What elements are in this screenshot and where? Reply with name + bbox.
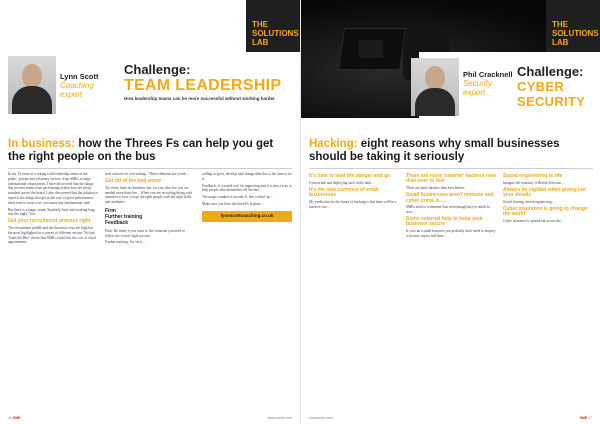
headline-highlight: Hacking: bbox=[309, 138, 358, 150]
expert-role-2: expert bbox=[463, 88, 486, 97]
section-heading: Cyber insurance is going to change the world bbox=[503, 205, 588, 218]
solutions-lab-badge: THE SOLUTIONS LAB bbox=[546, 0, 600, 52]
section-heading: Social engineering is rife bbox=[503, 173, 563, 179]
expert-caption bbox=[463, 70, 513, 97]
section-heading: Always be vigilant when giving out your details bbox=[503, 186, 586, 199]
divider bbox=[309, 168, 593, 169]
expert-portrait bbox=[411, 58, 459, 116]
section-heading: Some external help to keep your business secure bbox=[406, 216, 483, 228]
paragraph: Cybercrime and deploying such in the dark... bbox=[309, 180, 374, 185]
page-number: 46 bbox=[8, 416, 12, 420]
challenge-subtitle: How leadership teams can be more successful without working harder bbox=[124, 96, 275, 101]
paragraph: But there is a magic wand. Similarly, luck and working long into the night. You... bbox=[8, 207, 95, 217]
expert-name: Phil Cracknell bbox=[463, 70, 513, 79]
paragraph: My prediction for the future of hacking is that there will be a massive rise... bbox=[309, 200, 397, 209]
expert-name: Lynn Scott bbox=[60, 72, 99, 81]
column-1 bbox=[309, 172, 399, 397]
article-headline bbox=[8, 138, 292, 164]
list-item: Firm bbox=[105, 207, 116, 214]
paragraph: willing to grow, develop and change then this is the time to do it. bbox=[202, 172, 292, 181]
paragraph: staff turnover in a recruiting... Three elements are worth ... bbox=[105, 172, 190, 176]
list-item: Further training bbox=[105, 213, 143, 220]
article-columns bbox=[8, 172, 292, 397]
section-heading: Small businesses aren't immune and cyber crime is ... bbox=[406, 192, 494, 204]
paragraph: Firm: Be ready if you want to fire someone you need to follow the correct legal process. bbox=[105, 228, 185, 238]
paragraph: There are more hackers than ever before... bbox=[406, 186, 467, 191]
solutions-lab-badge: THE SOLUTIONS LAB bbox=[246, 0, 300, 52]
expert-role-1: Coaching bbox=[60, 81, 94, 90]
website-link[interactable]: lynnscottcoaching.co.uk bbox=[202, 211, 292, 222]
paragraph: The recruitment pitfalls and the financial costs are high but the most highlighted in a survey of different sectors. No bad 'Jones the Hire' shows that SMEs could lose the cost of a bad appointment... bbox=[8, 226, 96, 245]
paragraph: It you run a small business you probably don't need to employ a security expert full-time... bbox=[406, 229, 496, 239]
column-1 bbox=[8, 172, 98, 397]
paragraph: Further training: Act on it... bbox=[105, 240, 145, 245]
footer-brand: SME bbox=[12, 416, 21, 420]
headline-highlight: In business: bbox=[8, 138, 76, 150]
footer-brand: SME bbox=[579, 416, 588, 420]
paragraph: SMEs need to remember that even though they're small in size... bbox=[406, 205, 490, 215]
paragraph: Cyber insurance is spread out across the ... bbox=[503, 219, 565, 224]
column-3 bbox=[202, 172, 292, 397]
paragraph: In my 15 years of working with leadership teams in the public, private and voluntary sectors, from SMEs to large international corporations, I have discovered that the things that prevent teams from performing at their best are pretty standard across the board. I also discovered that the solution is equal to the things that get in the way of good performance; these tend to recur over, you name any fundamental shift. bbox=[8, 172, 98, 205]
expert-caption bbox=[60, 72, 98, 99]
expert-portrait bbox=[8, 56, 56, 114]
divider bbox=[8, 168, 292, 169]
headline-text: eight reasons why small businesses should be taking it seriously bbox=[309, 138, 560, 163]
three-fs-list bbox=[105, 208, 195, 226]
paragraph: The magic number is around 21 feet a whirl up ... bbox=[202, 195, 274, 200]
footer-url: smeinsider.com bbox=[267, 416, 292, 420]
section-heading: There are more 'smarter' hackers now than ever to fear bbox=[406, 173, 496, 185]
section-heading: Get rid of the bad wood bbox=[105, 177, 161, 184]
column-2 bbox=[105, 172, 195, 397]
paragraph: Feedback: is a useful tool for improving and it is also a way to help people take themselves off the bus... bbox=[202, 183, 292, 193]
paragraph: Imagine the scenario: A British Telecom ... bbox=[503, 180, 565, 185]
footer-url: smeinsider.com bbox=[309, 416, 334, 420]
article-headline bbox=[309, 138, 593, 164]
expert-role-2: expert bbox=[60, 90, 83, 99]
right-page bbox=[300, 0, 600, 424]
page-number: 47 bbox=[588, 416, 592, 420]
call-to-action: Make sure you have the three Fs in place ... bbox=[202, 201, 265, 206]
page-footer bbox=[8, 416, 292, 420]
expert-role-1: Security bbox=[463, 79, 492, 88]
challenge-label: Challenge: bbox=[517, 64, 584, 79]
article-columns bbox=[309, 172, 593, 397]
section-heading: It's the new currency of small businesses bbox=[309, 186, 379, 199]
column-3 bbox=[503, 172, 593, 397]
challenge-title: TEAM LEADERSHIP bbox=[124, 77, 282, 94]
page-footer bbox=[309, 416, 592, 420]
section-heading: Get your recruitment process right bbox=[8, 218, 91, 225]
paragraph: Social sharing, social engineering... bbox=[503, 200, 555, 205]
challenge-title: CYBER SECURITY bbox=[517, 79, 586, 109]
challenge-label: Challenge: bbox=[124, 62, 191, 77]
headline-text: how the Threes Fs can help you get the right people on the bus bbox=[8, 138, 274, 163]
paragraph: Try every litter the business one: for you, that few you are needed more than five... When you are recruiting hiring with attention to how you go the right people with the right skills and attributes... bbox=[105, 185, 193, 205]
section-heading: It's time to beat the danger and go bbox=[309, 173, 391, 179]
list-item: Feedback bbox=[105, 219, 129, 226]
column-2 bbox=[406, 172, 496, 397]
